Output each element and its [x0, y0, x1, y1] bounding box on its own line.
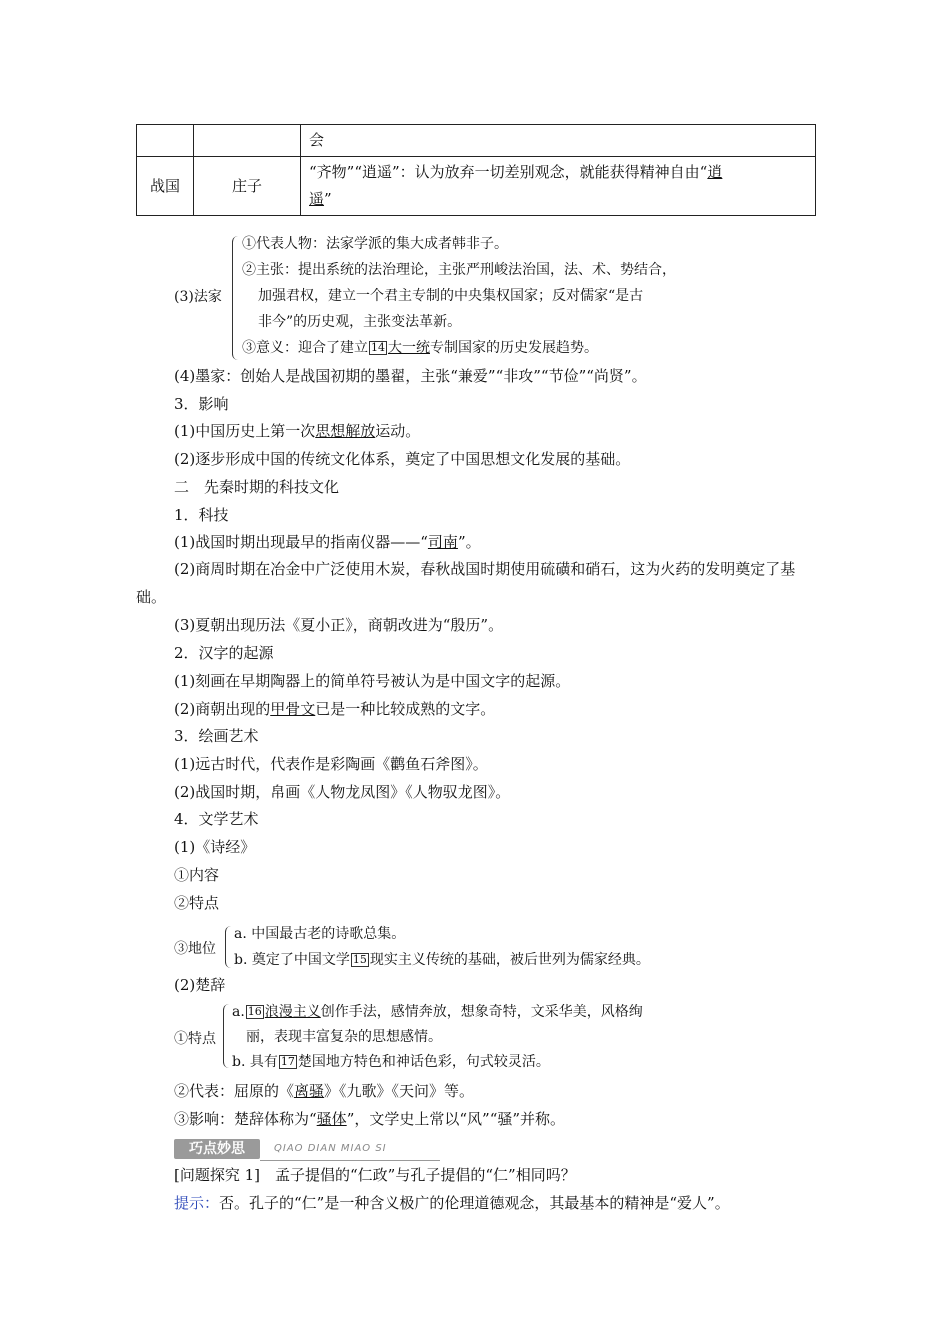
text: 现实主义传统的基础，被后世列为儒家经典。: [369, 952, 650, 968]
blank-number: 14: [371, 341, 385, 354]
text: ”，文学史上常以“风”“骚”并称。: [346, 1110, 566, 1128]
text-line: (2)楚辞: [174, 976, 226, 994]
section-heading: 3．影响: [174, 395, 229, 413]
mohism-line: (4)墨家：创始人是战国初期的墨翟，主张“兼爱”“非攻”“节俭”“尚贤”。: [174, 367, 647, 385]
question-line: [问题探究 1] 孟子提倡的“仁政”与孔子提倡的“仁”相同吗？: [174, 1166, 576, 1184]
section-heading: 二 先秦时期的科技文化: [174, 478, 340, 496]
text: a.: [232, 1004, 245, 1020]
table-cell: 会: [301, 125, 816, 157]
text: (2)商朝出现的: [174, 700, 271, 718]
divider: [260, 1160, 440, 1161]
text-line: ②特点: [174, 894, 220, 912]
legalism-line: 加强君权，建立一个君主专制的中央集权国家；反对儒家“是古: [258, 288, 644, 304]
feature-label: ①特点: [174, 1031, 216, 1047]
text-line: [174, 1109, 565, 1129]
philosophers-table: [136, 124, 816, 216]
doctrine-cell: [301, 157, 816, 216]
text-paragraph: (2)商周时期在冶金中广泛使用木炭，春秋战国时期使用硫磺和硝石，这为火药的发明奠定了基础。: [136, 560, 796, 606]
text: ②代表：屈原的《: [174, 1082, 295, 1100]
text: 已是一种比较成熟的文字。: [315, 700, 496, 718]
text: 楚国地方特色和神话色彩，句式较灵活。: [297, 1054, 550, 1070]
legalism-line: ①代表人物：法家学派的集大成者韩非子。: [242, 236, 508, 252]
legalism-label: (3)法家: [174, 289, 222, 305]
text-line: (2)逐步形成中国的传统文化体系，奠定了中国思想文化发展的基础。: [174, 450, 631, 468]
underlined-text: 浪漫主义: [264, 1004, 321, 1020]
underlined-text: 离骚: [294, 1082, 325, 1100]
status-line: a. 中国最古老的诗歌总集。: [234, 926, 406, 942]
text-line: (2)战国时期，帛画《人物龙凤图》《人物驭龙图》。: [174, 783, 511, 801]
table-cell: [137, 125, 194, 157]
underlined-text: 大一统: [388, 340, 430, 356]
era-cell: 战国: [137, 157, 194, 216]
underlined-text: 遥: [309, 190, 325, 208]
table-cell: [194, 125, 301, 157]
doctrine-text: “齐物”“逍遥”：认为放弃一切差别观念，就能获得精神自由“: [309, 163, 708, 181]
text-line: [174, 532, 481, 552]
blank-number: 15: [352, 953, 367, 966]
text: b. 具有: [232, 1054, 278, 1070]
status-label: ③地位: [174, 941, 216, 957]
text: ”。: [457, 533, 481, 551]
text: 专制国家的历史发展趋势。: [430, 340, 598, 356]
answer-line: [174, 1193, 730, 1213]
text-line: [174, 1081, 474, 1101]
text: ③意义：迎合了建立: [242, 340, 368, 356]
legalism-line: 非今”的历史观，主张变法革新。: [258, 314, 462, 330]
underlined-text: 逍: [707, 163, 723, 181]
underlined-text: 骚体: [316, 1110, 347, 1128]
underlined-text: 思想解放: [315, 422, 376, 440]
section-heading: 2．汉字的起源: [174, 644, 274, 662]
doctrine-text: ”: [324, 190, 332, 208]
text-line: [174, 421, 420, 441]
text-line: (3)夏朝出现历法《夏小正》，商朝改进为“殷历”。: [174, 616, 504, 634]
table-row: [137, 125, 816, 157]
text: b. 奠定了中国文学: [234, 952, 350, 968]
feature-line: [232, 1002, 643, 1022]
status-line: [234, 950, 650, 970]
blank-number: 17: [280, 1055, 295, 1068]
section-heading: 4．文学艺术: [174, 810, 259, 828]
section-heading: 1．科技: [174, 506, 229, 524]
text: 》《九歌》《天问》等。: [324, 1082, 475, 1100]
feature-line: [232, 1052, 550, 1072]
text: ③影响：楚辞体称为“: [174, 1110, 317, 1128]
banner-title: 巧点妙思: [174, 1139, 260, 1159]
legalism-line: ②主张：提出系统的法治理论，主张严刑峻法治国，法、术、势结合，: [242, 262, 676, 278]
blank-number: 16: [247, 1005, 262, 1018]
text: 运动。: [375, 422, 421, 440]
feature-line: 丽，表现丰富复杂的思想感情。: [246, 1029, 442, 1045]
text-line: (1)《诗经》: [174, 838, 256, 856]
text-line: (1)远古时代，代表作是彩陶画《鹳鱼石斧图》。: [174, 755, 488, 773]
underlined-text: 甲骨文: [270, 700, 316, 718]
text-line: (1)刻画在早期陶器上的简单符号被认为是中国文字的起源。: [174, 672, 571, 690]
table-row: [137, 157, 816, 216]
banner-subtitle: QIAO DIAN MIAO SI: [274, 1143, 387, 1154]
underlined-text: 司南: [427, 533, 458, 551]
text-line: [174, 699, 495, 719]
tips-banner: [174, 1139, 440, 1161]
text: (1)中国历史上第一次: [174, 422, 316, 440]
text-line: ①内容: [174, 866, 220, 884]
text: (1)战国时期出现最早的指南仪器——“: [174, 533, 428, 551]
philosopher-cell: 庄子: [194, 157, 301, 216]
legalism-line: [242, 338, 598, 358]
text: 创作手法，感情奔放，想象奇特，文采华美，风格绚: [320, 1004, 643, 1020]
hint-label: 提示：: [174, 1194, 220, 1212]
answer-text: 否。孔子的“仁”是一种含义极广的伦理道德观念，其最基本的精神是“爱人”。: [219, 1194, 730, 1212]
section-heading: 3．绘画艺术: [174, 727, 259, 745]
